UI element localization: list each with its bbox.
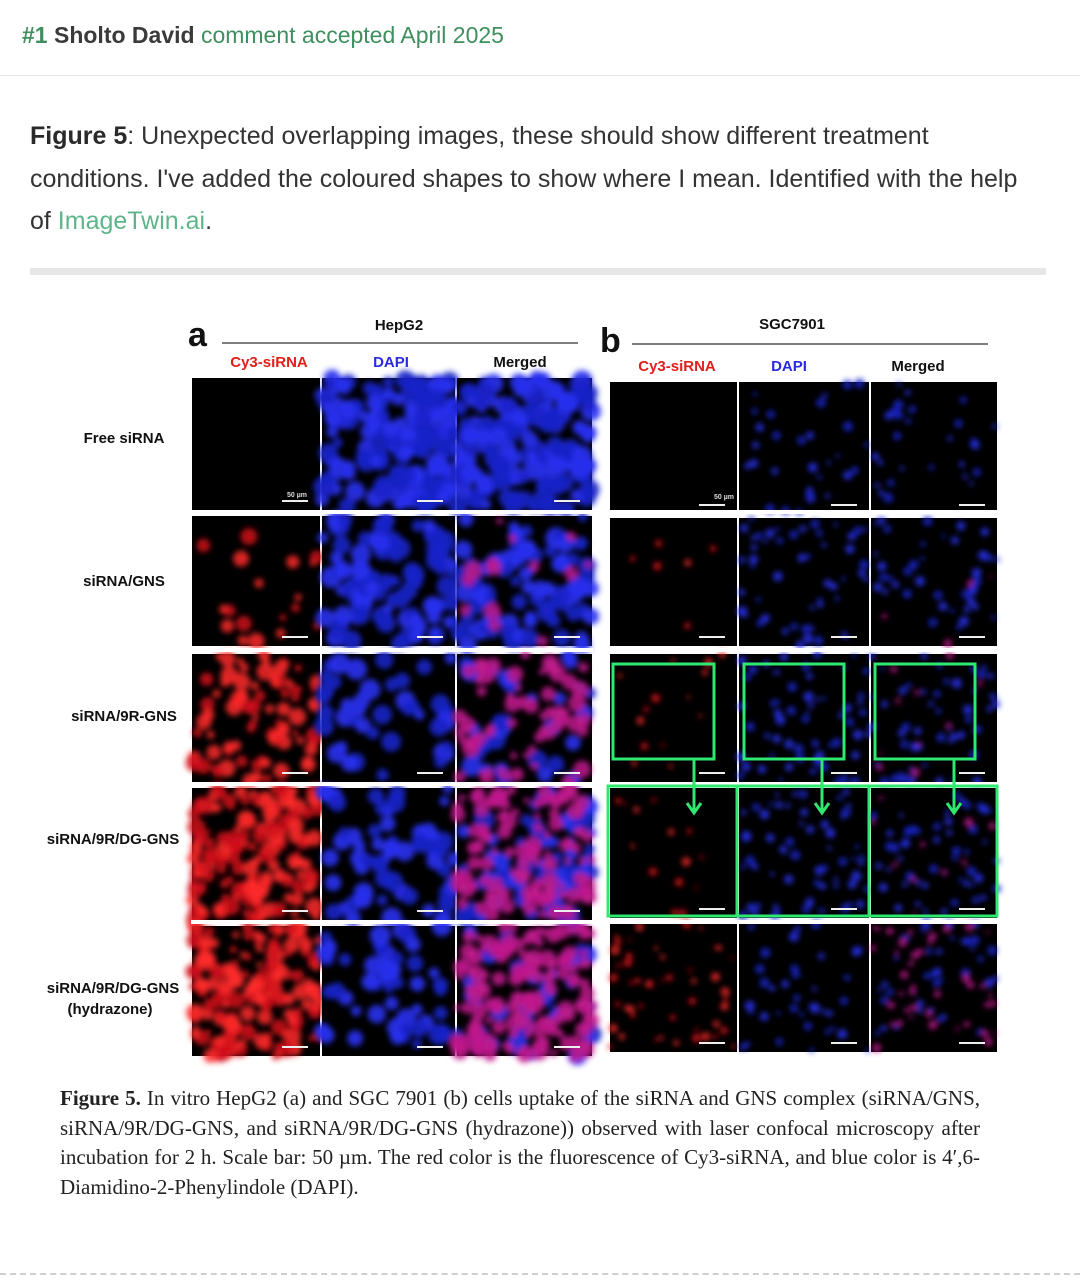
scale-label-b: 50 µm xyxy=(714,494,734,501)
row-label-sirna-gns: siRNA/GNS xyxy=(83,573,165,590)
panel-b-col-cy3: Cy3-siRNA xyxy=(638,358,716,375)
panel-b-letter: b xyxy=(600,322,621,360)
figure-reference: Figure 5 xyxy=(30,122,128,150)
row-label-sirna-9r-dg-gns: siRNA/9R/DG-GNS xyxy=(46,831,180,848)
comment-header-line xyxy=(22,20,504,50)
panel-a-col-merged: Merged xyxy=(493,354,547,371)
comment-body xyxy=(30,115,1040,243)
panel-b-cell-line: SGC7901 xyxy=(759,316,825,333)
row-label-free-sirna: Free siRNA xyxy=(83,430,165,447)
comment-header xyxy=(0,0,1080,76)
imagetwin-link[interactable]: ImageTwin.ai xyxy=(57,207,206,235)
panel-b-col-dapi: DAPI xyxy=(771,358,807,375)
comment-number-link[interactable]: #1 xyxy=(22,22,48,48)
microscopy-panels xyxy=(185,370,1001,1066)
scale-label-a: 50 µm xyxy=(287,492,307,499)
row-label-hydrazone-line2: (hydrazone) xyxy=(67,1001,153,1018)
caption-text: In vitro HepG2 (a) and SGC 7901 (b) cells uptake of the siRNA and GNS complex (siRNA/GNS, siRNA/9R/DG-GNS, and siRNA/9R/DG-GNS (hydrazone)) observed with laser confocal microscopy after incubation for 2 h. Scale bar: 50 µm. The red color is the fluorescence of Cy3-siRNA, and blue color is 4′,6-Diamidino-2-Phenylindole (DAPI). xyxy=(60,1086,981,1199)
comment-text: : Unexpected overlapping images, these should show different treatment conditions. I've added the coloured shapes to show where I mean. Identified with the help of xyxy=(30,122,1018,235)
comment-text-end: . xyxy=(205,207,213,235)
panel-a-col-cy3: Cy3-siRNA xyxy=(230,354,308,371)
caption-label: Figure 5. xyxy=(60,1086,141,1110)
panel-b-col-merged: Merged xyxy=(891,358,945,375)
comment-status: comment accepted April 2025 xyxy=(200,22,504,48)
figure-image[interactable] xyxy=(0,290,1080,1070)
image-divider xyxy=(30,268,1046,275)
comment-author-link[interactable]: Sholto David xyxy=(53,22,195,48)
row-label-hydrazone-line1: siRNA/9R/DG-GNS xyxy=(46,980,180,997)
panel-a-col-dapi: DAPI xyxy=(373,354,409,371)
panel-a-cell-line: HepG2 xyxy=(374,317,424,334)
bottom-separator xyxy=(0,1273,1080,1275)
row-label-sirna-9r-gns: siRNA/9R-GNS xyxy=(71,708,177,725)
panel-a-letter: a xyxy=(188,316,207,354)
figure-caption xyxy=(60,1084,980,1202)
